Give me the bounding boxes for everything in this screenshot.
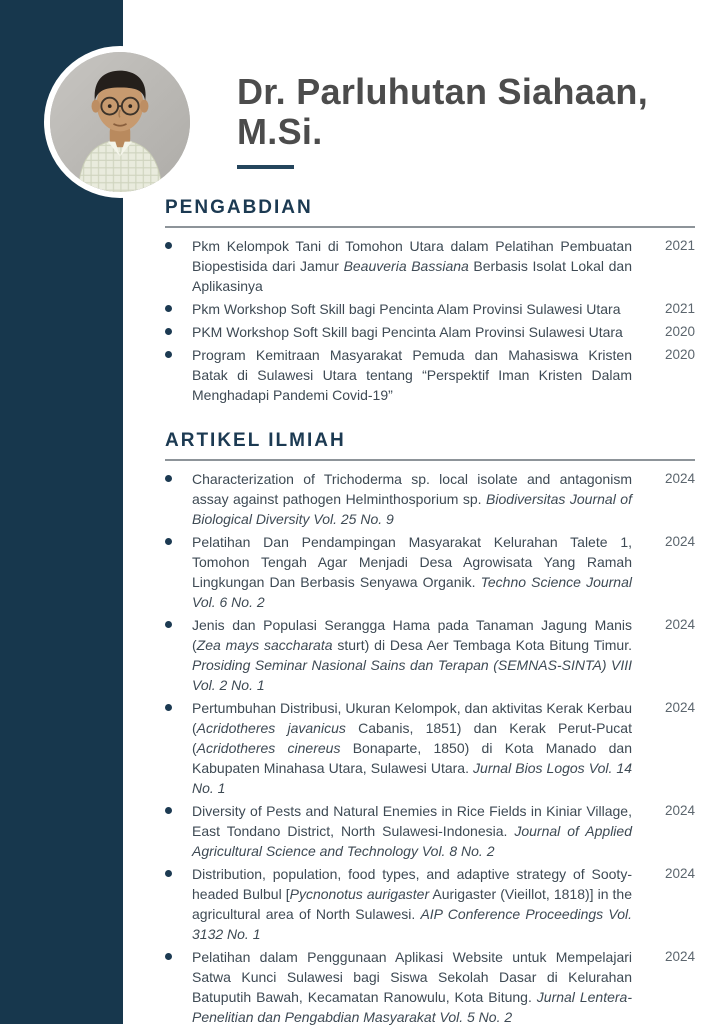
bullet-icon xyxy=(165,953,172,960)
entry-text xyxy=(192,236,632,296)
entry-text-segment: Berbasis Isolat Lokal dan Aplikasinya xyxy=(192,258,632,294)
entry-text xyxy=(192,615,632,695)
entry-text-segment: Pkm Kelompok Tani di Tomohon Utara dalam Pelatihan Pembuatan Biopestisida dari Jamur xyxy=(192,238,632,274)
publication-entry xyxy=(165,532,695,612)
bullet-icon xyxy=(165,351,172,358)
entry-text-italic-segment: Journal of Applied Agricultural Science and Technology Vol. 8 No. 2 xyxy=(192,823,632,859)
entry-text-italic-segment: Acridotheres javanicus xyxy=(196,720,346,736)
portrait-icon xyxy=(50,52,190,192)
entry-year: 2020 xyxy=(664,324,695,339)
entry-year: 2024 xyxy=(664,866,695,881)
section-artikel-ilmiah xyxy=(165,431,695,1027)
entry-text xyxy=(192,698,632,798)
bullet-column xyxy=(165,801,192,861)
entry-year: 2021 xyxy=(664,238,695,253)
publication-entry xyxy=(165,236,695,296)
bullet-icon xyxy=(165,870,172,877)
entry-year: 2024 xyxy=(664,534,695,549)
profile-photo xyxy=(44,46,196,198)
bullet-column xyxy=(165,345,192,405)
entry-text-segment: Characterization of Trichoderma sp. local isolate and antagonism assay against pathogen Helminthosporium sp. xyxy=(192,471,632,507)
section-title: ARTIKEL ILMIAH xyxy=(165,430,346,451)
content xyxy=(165,198,695,1030)
entry-text-italic-segment: Techno Science Journal Vol. 6 No. 2 xyxy=(192,574,632,610)
entry-year: 2024 xyxy=(664,803,695,818)
bullet-column xyxy=(165,322,192,342)
bullet-icon xyxy=(165,242,172,249)
entry-text-segment: Pelatihan Dan Pendampingan Masyarakat Kelurahan Talete 1, Tomohon Tengah Agar Menjadi Desa Agrowisata Yang Ramah Lingkungan Dan Berbasis Senyawa Organik. xyxy=(192,534,632,590)
publication-entry xyxy=(165,615,695,695)
entry-text-segment: PKM Workshop Soft Skill bagi Pencinta Alam Provinsi Sulawesi Utara xyxy=(192,324,623,340)
header xyxy=(237,72,707,169)
name-line-2: M.Si. xyxy=(237,111,323,152)
bullet-icon xyxy=(165,621,172,628)
section-divider xyxy=(165,459,695,461)
entry-year: 2020 xyxy=(664,347,695,362)
entry-text-italic-segment: Pycnonotus aurigaster xyxy=(289,886,430,902)
publication-entry xyxy=(165,322,695,342)
bullet-icon xyxy=(165,328,172,335)
bullet-column xyxy=(165,864,192,944)
entry-text-italic-segment: Jurnal Lentera-Penelitian dan Pengabdian Masyarakat Vol. 5 No. 2 xyxy=(192,989,632,1025)
entry-text-italic-segment: Jurnal Bios Logos Vol. 14 No. 1 xyxy=(192,760,632,796)
entry-text-segment: Pkm Workshop Soft Skill bagi Pencinta Alam Provinsi Sulawesi Utara xyxy=(192,301,621,317)
entry-text-segment: Distribution, population, food types, and adaptive strategy of Sooty-headed Bulbul [ xyxy=(192,866,632,902)
entry-text-segment: sturt) di Desa Aer Tembaga Kota Bitung Timur. xyxy=(332,637,632,653)
bullet-icon xyxy=(165,305,172,312)
entry-text-italic-segment: Zea mays saccharata xyxy=(196,637,333,653)
entry-text-segment: Jenis dan Populasi Serangga Hama pada Tanaman Jagung Manis ( xyxy=(192,617,632,653)
section-pengabdian xyxy=(165,198,695,405)
section-divider xyxy=(165,226,695,228)
publication-entry xyxy=(165,299,695,319)
entry-text xyxy=(192,864,632,944)
entries-list xyxy=(165,236,695,405)
entry-text xyxy=(192,947,632,1027)
bullet-column xyxy=(165,615,192,695)
entry-text-italic-segment: Acridotheres cinereus xyxy=(196,740,341,756)
entry-text xyxy=(192,532,632,612)
entry-text xyxy=(192,469,632,529)
bullet-column xyxy=(165,947,192,1027)
entry-year: 2024 xyxy=(664,700,695,715)
entries-list xyxy=(165,469,695,1027)
entry-text-italic-segment: Prosiding Seminar Nasional Sains dan Terapan (SEMNAS-SINTA) VIII Vol. 2 No. 1 xyxy=(192,657,632,693)
entry-year: 2024 xyxy=(664,949,695,964)
entry-text xyxy=(192,299,632,319)
name-underline xyxy=(237,165,294,169)
bullet-column xyxy=(165,299,192,319)
publication-entry xyxy=(165,345,695,405)
entry-text-italic-segment: Biodiversitas Journal of Biological Diversity Vol. 25 No. 9 xyxy=(192,491,632,527)
bullet-column xyxy=(165,532,192,612)
entry-text-italic-segment: Beauveria Bassiana xyxy=(343,258,469,274)
entry-text-segment: Bonaparte, 1850) di Kota Manado dan Kabupaten Minahasa Utara, Sulawesi Utara. xyxy=(192,740,632,776)
entry-year: 2024 xyxy=(664,471,695,486)
bullet-column xyxy=(165,236,192,296)
entry-text xyxy=(192,322,632,342)
publication-entry xyxy=(165,947,695,1027)
publication-entry xyxy=(165,469,695,529)
publication-entry xyxy=(165,801,695,861)
publication-entry xyxy=(165,864,695,944)
entry-text-segment: Pertumbuhan Distribusi, Ukuran Kelompok, dan aktivitas Kerak Kerbau ( xyxy=(192,700,632,736)
bullet-icon xyxy=(165,475,172,482)
entry-text-segment: Cabanis, 1851) dan Kerak Perut-Pucat ( xyxy=(192,720,632,756)
publication-entry xyxy=(165,698,695,798)
entry-text-segment: Pelatihan dalam Penggunaan Aplikasi Website untuk Mempelajari Satwa Kunci Sulawesi bagi Siswa Sekolah Dasar di Kelurahan Batuputih Bawah, Kecamatan Ranowulu, Kota Bitung. xyxy=(192,949,632,1005)
entry-text-segment: Program Kemitraan Masyarakat Pemuda dan Mahasiswa Kristen Batak di Sulawesi Utara tentang “Perspektif Iman Kristen Dalam Menghadapi Pandemi Covid-19” xyxy=(192,347,632,403)
entry-text xyxy=(192,801,632,861)
entry-year: 2021 xyxy=(664,301,695,316)
entry-year: 2024 xyxy=(664,617,695,632)
bullet-column xyxy=(165,698,192,798)
section-title: PENGABDIAN xyxy=(165,197,313,218)
entry-text-segment: Diversity of Pests and Natural Enemies in Rice Fields in Kiniar Village, East Tondano District, North Sulawesi-Indonesia. xyxy=(192,803,632,839)
bullet-icon xyxy=(165,807,172,814)
bullet-column xyxy=(165,469,192,529)
entry-text xyxy=(192,345,632,405)
page-title xyxy=(237,72,707,152)
entry-text-italic-segment: AIP Conference Proceedings Vol. 3132 No. 1 xyxy=(192,906,632,942)
name-line-1: Dr. Parluhutan Siahaan, xyxy=(237,71,649,112)
entry-text-segment: Aurigaster (Vieillot, 1818)] in the agricultural area of North Sulawesi. xyxy=(192,886,632,922)
bullet-icon xyxy=(165,704,172,711)
bullet-icon xyxy=(165,538,172,545)
